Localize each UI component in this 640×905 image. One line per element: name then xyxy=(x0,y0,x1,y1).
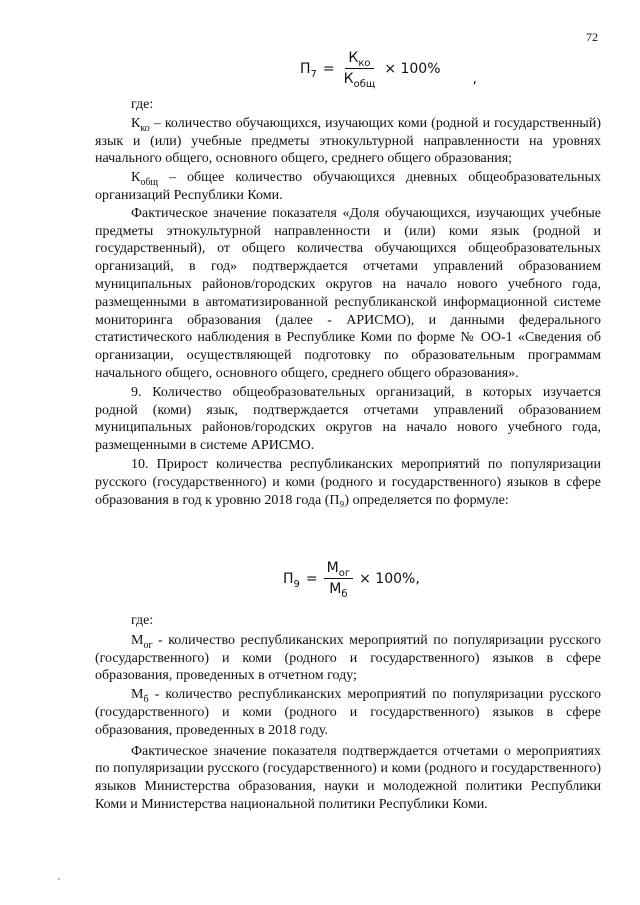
paragraph-fact-1: Фактическое значение показателя «Доля обучающихся, изучающих учебные предметы этнокультурной направленности и (или) коми язык (родной и государственный), от общего количества обучающихся общеобразовательных организаций, в год» подтверждается отчетами управлений образованием муниципальных районов/городских округов на начало нового учебного года, размещенными в автоматизированной республиканской информационной системе мониторинга образования (далее - АРИСМО), и данными федерального статистического наблюдения в Республике Коми по форме № ОО-1 «Сведения об организации, осуществляющей подготовку по образовательным программам начального общего, основного общего, среднего общего образования». xyxy=(95,205,601,381)
where-label-2: где: xyxy=(131,613,154,628)
formula-p7-eq: = xyxy=(322,60,335,77)
formula-p9-multiplier: × 100%, xyxy=(359,570,420,587)
formula-p7 xyxy=(300,50,477,90)
formula-p9-numerator: $М_{ог}$ xyxy=(324,560,353,579)
formula-p7-fraction xyxy=(341,50,379,90)
formula-p9-eq: = xyxy=(305,570,318,587)
scan-speck xyxy=(58,878,60,880)
paragraph-9: 9. Количество общеобразовательных организаций, в которых изучается родной (коми) язык, подтверждается отчетами управлений образованием муниципальных районов/городских округов на начало нового учебного года, размещенными в системе АРИСМО. xyxy=(95,384,601,454)
formula-p9-fraction xyxy=(324,560,353,600)
page-number: 72 xyxy=(586,30,598,44)
definition-kko: $К_{ко}$ – количество обучающихся, изучающих коми (родной и государственный) язык и (или) учебные предметы этнокультурной направленности на уровнях начального общего, основного общего, среднего общего образования; xyxy=(95,115,601,167)
paragraph-10: 10. Прирост количества республиканских мероприятий по популяризации русского (государственного) и коми (родного и государственного) языков в сфере образования в год к уровню 2018 года (П₉) определяется по формуле: xyxy=(95,456,601,508)
formula-p9-lhs: $П_9$ xyxy=(283,570,300,590)
definition-mog: $М_{ог}$ - количество республиканских мероприятий по популяризации русского (государственного) и коми (родного и государственного) языков в сфере образования, проведенных в отчетном году; xyxy=(95,632,601,684)
formula-p7-numerator: $К_{ко}$ xyxy=(345,50,373,69)
definition-kobsh: $К_{общ}$ – общее количество обучающихся дневных общеобразовательных организаций Республики Коми. xyxy=(95,170,601,203)
formula-p7-comma: , xyxy=(472,70,477,87)
text-block-2 xyxy=(95,612,601,814)
paragraph-fact-2: Фактическое значение показателя подтверждается отчетами о мероприятиях по популяризации русского (государственного) и коми (родного и государственного) языков Министерства образования, науки и молодежной политики Республики Коми и Министерства национальной политики Республики Коми. xyxy=(95,743,601,812)
where-label-1: где: xyxy=(131,97,154,112)
formula-p7-denominator: $К_{общ}$ xyxy=(343,71,376,90)
text-block-1 xyxy=(95,96,601,509)
formula-p9 xyxy=(283,560,420,600)
formula-p7-lhs: $П_7$ xyxy=(300,60,317,80)
definition-mb: $М_б$ - количество республиканских мероприятий по популяризации русского (государственного) и коми (родного и государственного) языков в сфере образования, проведенных в 2018 году. xyxy=(95,687,601,738)
formula-p9-denominator: $М_б$ xyxy=(329,581,348,600)
formula-p7-multiplier: × 100% xyxy=(384,60,441,77)
